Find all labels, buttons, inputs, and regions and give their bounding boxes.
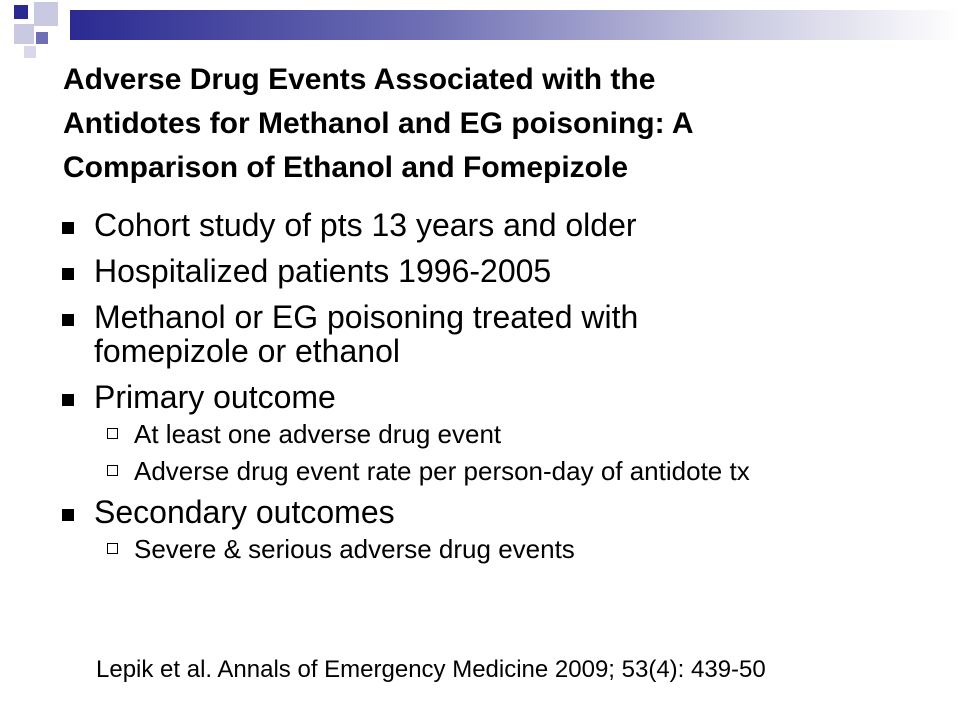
square-bullet-icon [62, 314, 74, 326]
title-line: Antidotes for Methanol and EG poisoning: A [63, 107, 694, 140]
sub-bullet-item [62, 455, 942, 487]
sub-bullet-text: Adverse drug event rate per person-day of antidote tx [134, 456, 750, 486]
slide-title [63, 58, 923, 190]
title-line: Comparison of Ethanol and Fomepizole [63, 151, 629, 184]
hollow-square-bullet-icon [107, 465, 118, 476]
deco-square-dark [14, 5, 28, 19]
bullet-text: Hospitalized patients 1996-2005 [94, 253, 552, 289]
bullet-text: Secondary outcomes [94, 494, 395, 530]
bullet-text: Methanol or EG poisoning treated with fomepizole or ethanol [94, 299, 639, 369]
square-bullet-icon [62, 509, 74, 521]
hollow-square-bullet-icon [107, 428, 118, 439]
title-line: Adverse Drug Events Associated with the [63, 63, 656, 96]
bullet-text: Primary outcome [94, 379, 336, 415]
square-bullet-icon [62, 268, 74, 280]
deco-square-mid [36, 32, 48, 44]
deco-square-light [14, 24, 34, 44]
sub-bullet-item [62, 418, 942, 450]
citation: Lepik et al. Annals of Emergency Medicine 2009; 53(4): 439-50 [96, 656, 766, 683]
bullet-item [62, 254, 942, 288]
sub-bullet-text: At least one adverse drug event [134, 419, 502, 449]
sub-bullet-item [62, 533, 942, 565]
square-bullet-icon [62, 222, 74, 234]
bullet-item [62, 380, 942, 414]
header-gradient-bar [70, 10, 960, 40]
bullet-item [62, 495, 942, 529]
bullet-list [62, 208, 942, 565]
square-bullet-icon [62, 394, 74, 406]
sub-bullet-text: Severe & serious adverse drug events [134, 534, 575, 564]
bullet-item [62, 300, 794, 368]
bullet-text: Cohort study of pts 13 years and older [94, 207, 637, 243]
hollow-square-bullet-icon [107, 543, 118, 554]
deco-square-light [34, 2, 58, 26]
bullet-item [62, 208, 942, 242]
deco-square-light [24, 46, 36, 58]
